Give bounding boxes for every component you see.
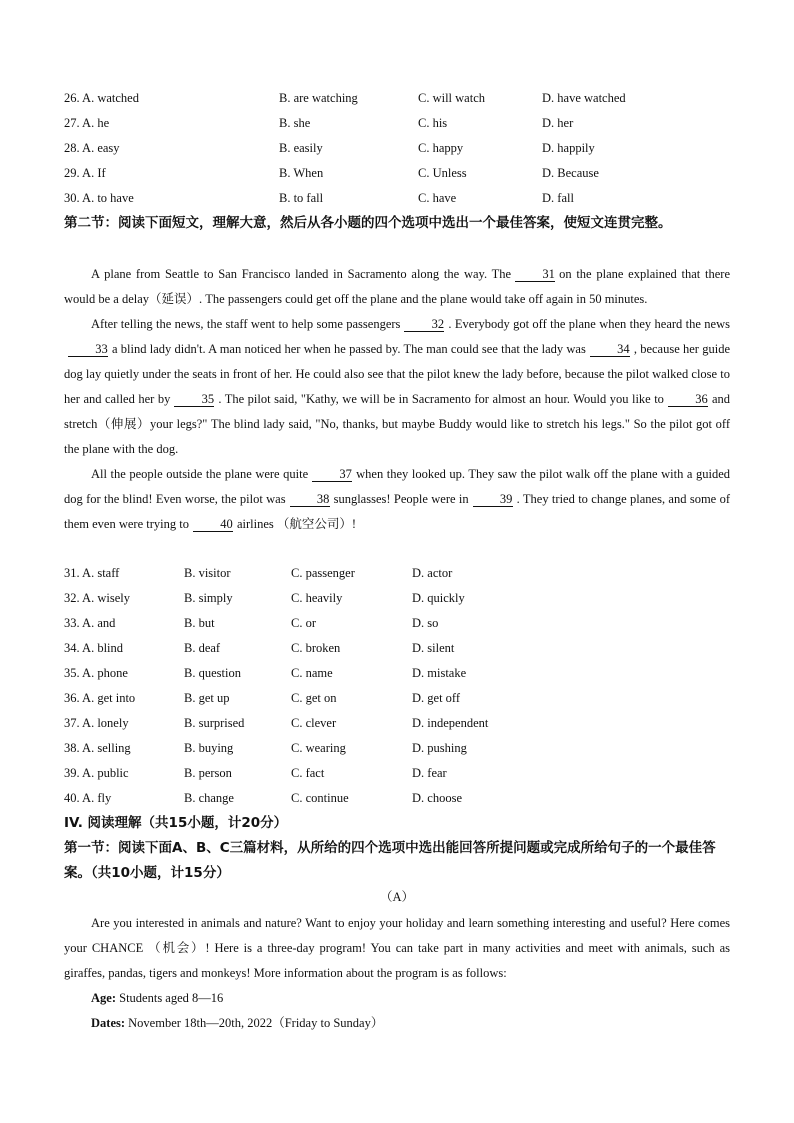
option-row bbox=[0, 786, 794, 811]
passage-text: All the people outside the plane were quite bbox=[91, 467, 309, 481]
option-a: 35. A. phone bbox=[64, 666, 128, 680]
option-d: D. get off bbox=[412, 691, 461, 705]
option-c: C. get on bbox=[291, 691, 337, 705]
option-b: B. deaf bbox=[184, 641, 221, 655]
option-c: C. broken bbox=[291, 641, 341, 655]
blank-32: 32 bbox=[404, 317, 444, 332]
option-row bbox=[0, 761, 794, 786]
passage-paragraph-2 bbox=[64, 312, 730, 462]
option-c: C. will watch bbox=[418, 91, 486, 105]
option-b: B. she bbox=[279, 116, 311, 130]
option-row bbox=[0, 636, 794, 661]
passage-paragraph-1 bbox=[64, 262, 730, 312]
option-d: D. actor bbox=[412, 566, 453, 580]
blank-35: 35 bbox=[174, 392, 214, 407]
option-c: C. or bbox=[291, 616, 316, 630]
option-a: 27. A. he bbox=[64, 116, 110, 130]
option-c: C. clever bbox=[291, 716, 337, 730]
option-b: B. to fall bbox=[279, 191, 324, 205]
option-d: D. fall bbox=[542, 191, 574, 205]
option-d: D. happily bbox=[542, 141, 595, 155]
option-d: D. choose bbox=[412, 791, 462, 805]
option-b: B. but bbox=[184, 616, 215, 630]
option-a: 26. A. watched bbox=[64, 91, 139, 105]
passage-text: , because her guide dog lay quietly under the seats in front of her. He could also see that the pilot knew the lady before, because the pilot walked close to her and called her by bbox=[64, 342, 730, 406]
dates-label: Dates: bbox=[91, 1016, 126, 1030]
option-a: 28. A. easy bbox=[64, 141, 120, 155]
option-a: 37. A. lonely bbox=[64, 716, 129, 730]
option-d: D. so bbox=[412, 616, 439, 630]
passage-text: sunglasses! People were in bbox=[333, 492, 469, 506]
option-row bbox=[0, 586, 794, 611]
option-d: D. silent bbox=[412, 641, 455, 655]
option-a: 29. A. If bbox=[64, 166, 106, 180]
option-row bbox=[0, 561, 794, 586]
option-b: B. buying bbox=[184, 741, 234, 755]
option-row bbox=[0, 161, 794, 186]
option-a: 40. A. fly bbox=[64, 791, 112, 805]
option-d: D. independent bbox=[412, 716, 489, 730]
passage-a-intro-text: Are you interested in animals and nature? Want to enjoy your holiday and learn something interesting and useful? Here comes your CHANCE （机会）! Here is a three-day program! You can take part in many activities and meet with animals, such as giraffes, pandas, tigers and monkeys! More information about the program is as follows: bbox=[64, 916, 730, 980]
option-c: C. have bbox=[418, 191, 457, 205]
option-b: B. surprised bbox=[184, 716, 245, 730]
option-row bbox=[0, 136, 794, 161]
option-b: B. person bbox=[184, 766, 232, 780]
blank-33: 33 bbox=[68, 342, 108, 357]
option-c: C. Unless bbox=[418, 166, 467, 180]
option-c: C. fact bbox=[291, 766, 325, 780]
option-c: C. passenger bbox=[291, 566, 355, 580]
passage-a-intro bbox=[64, 911, 730, 986]
blank-38: 38 bbox=[290, 492, 330, 507]
passage-a-label: （A） bbox=[379, 890, 415, 904]
option-b: B. simply bbox=[184, 591, 233, 605]
option-a: 30. A. to have bbox=[64, 191, 134, 205]
option-d: D. mistake bbox=[412, 666, 467, 680]
passage-text: when they looked up. They saw the pilot walk off the plane with a guided dog for the blind! Even worse, the pilot was bbox=[64, 467, 730, 506]
option-row bbox=[0, 186, 794, 211]
option-c: C. continue bbox=[291, 791, 349, 805]
dates-info bbox=[91, 1011, 383, 1036]
section2-heading: 第二节：阅读下面短文，理解大意，然后从各小题的四个选项中选出一个最佳答案，使短文连贯完整。 bbox=[64, 215, 672, 231]
option-row bbox=[0, 611, 794, 636]
option-b: B. are watching bbox=[279, 91, 358, 105]
option-b: B. visitor bbox=[184, 566, 231, 580]
dates-value: November 18th—20th, 2022（Friday to Sunday） bbox=[128, 1016, 384, 1030]
passage-text: . They tried to change planes, and some of them even were trying to bbox=[64, 492, 730, 531]
option-a: 33. A. and bbox=[64, 616, 116, 630]
option-a: 36. A. get into bbox=[64, 691, 136, 705]
option-row bbox=[0, 86, 794, 111]
passage-text: After telling the news, the staff went to help some passengers bbox=[91, 317, 401, 331]
option-a: 34. A. blind bbox=[64, 641, 124, 655]
option-row bbox=[0, 686, 794, 711]
blank-36: 36 bbox=[668, 392, 708, 407]
blank-39: 39 bbox=[473, 492, 513, 507]
option-b: B. get up bbox=[184, 691, 230, 705]
blank-37: 37 bbox=[312, 467, 352, 482]
passage-text: A plane from Seattle to San Francisco landed in Sacramento along the way. The bbox=[91, 267, 512, 281]
blank-31: 31 bbox=[515, 267, 555, 282]
passage-paragraph-3 bbox=[64, 462, 730, 537]
option-a: 39. A. public bbox=[64, 766, 129, 780]
age-value: Students aged 8—16 bbox=[119, 991, 224, 1005]
option-c: C. happy bbox=[418, 141, 464, 155]
option-d: D. her bbox=[542, 116, 574, 130]
section1-heading: 第一节：阅读下面A、B、C三篇材料，从所给的四个选项中选出能回答所提问题或完成所给句子的一个最佳答案。（共10小题，计15分） bbox=[64, 840, 716, 881]
option-row bbox=[0, 736, 794, 761]
option-c: C. his bbox=[418, 116, 448, 130]
blank-40: 40 bbox=[193, 517, 233, 532]
option-d: D. fear bbox=[412, 766, 447, 780]
option-b: B. easily bbox=[279, 141, 323, 155]
passage-text: and stretch（伸展）your legs?" The blind lady said, "No, thanks, but maybe Buddy would like to stretch his legs." So the pilot got off the plane with the dog. bbox=[64, 392, 730, 456]
part4-heading: IV. 阅读理解（共15小题，计20分） bbox=[64, 815, 288, 831]
passage-text: . The pilot said, "Kathy, we will be in Sacramento for almost an hour. Would you like to bbox=[218, 392, 664, 406]
option-c: C. heavily bbox=[291, 591, 343, 605]
cloze-passage bbox=[64, 262, 730, 537]
option-row bbox=[0, 111, 794, 136]
option-d: D. quickly bbox=[412, 591, 465, 605]
option-b: B. question bbox=[184, 666, 241, 680]
option-row bbox=[0, 711, 794, 736]
passage-text: on the plane explained that there would be a delay（延误）. The passengers could get off the plane and the plane would take off again in 50 minutes. bbox=[64, 267, 730, 306]
option-b: B. change bbox=[184, 791, 234, 805]
age-label: Age: bbox=[91, 991, 116, 1005]
age-info bbox=[91, 986, 223, 1011]
option-d: D. pushing bbox=[412, 741, 467, 755]
option-row bbox=[0, 661, 794, 686]
passage-text: airlines （航空公司）! bbox=[236, 517, 357, 531]
option-a: 38. A. selling bbox=[64, 741, 131, 755]
option-d: D. have watched bbox=[542, 91, 626, 105]
option-a: 32. A. wisely bbox=[64, 591, 130, 605]
blank-34: 34 bbox=[590, 342, 630, 357]
option-c: C. name bbox=[291, 666, 333, 680]
option-b: B. When bbox=[279, 166, 324, 180]
option-a: 31. A. staff bbox=[64, 566, 120, 580]
option-c: C. wearing bbox=[291, 741, 346, 755]
passage-text: . Everybody got off the plane when they heard the news bbox=[448, 317, 730, 331]
passage-text: a blind lady didn't. A man noticed her when he passed by. The man could see that the lady was bbox=[112, 342, 586, 356]
option-d: D. Because bbox=[542, 166, 599, 180]
